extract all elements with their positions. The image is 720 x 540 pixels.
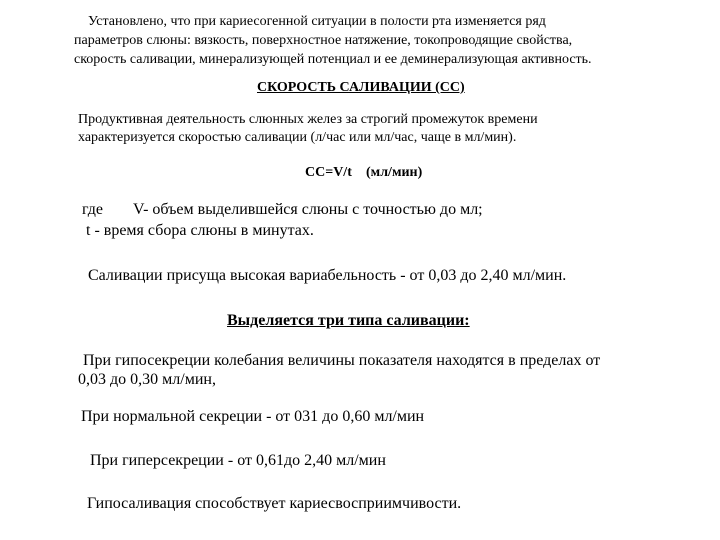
formula-expression: СС=V/t — [305, 165, 352, 180]
normal-secretion-text: При нормальной секреции - от 031 до 0,60 мл/мин — [81, 408, 425, 425]
conclusion-text: Гипосаливация способствует кариесвосприимчивости. — [87, 495, 462, 512]
section-title: СКОРОСТЬ САЛИВАЦИИ (СС) — [257, 80, 465, 95]
where-t-definition: t - время сбора слюны в минутах. — [86, 222, 314, 239]
where-v-definition: V- объем выделившейся слюны с точностью до мл; — [133, 201, 483, 218]
definition-line-1: Продуктивная деятельность слюнных желез за строгий промежуток времени — [78, 112, 538, 127]
hypersecretion-text: При гиперсекреции - от 0,61до 2,40 мл/мин — [90, 452, 386, 469]
formula-unit: (мл/мин) — [366, 165, 423, 180]
where-word: где — [82, 201, 104, 218]
hyposecretion-line-2: 0,03 до 0,30 мл/мин, — [78, 371, 216, 388]
types-title: Выделяется три типа саливации: — [227, 312, 470, 329]
variability-text: Саливации присуща высокая вариабельность - от 0,03 до 2,40 мл/мин. — [88, 267, 567, 284]
intro-line-3: скорость саливации, минерализующей потенциал и ее деминерализующая активность. — [74, 52, 592, 67]
definition-line-2: характеризуется скоростью саливации (л/час или мл/час, чаще в мл/мин). — [78, 130, 517, 145]
intro-line-1: Установлено, что при кариесогенной ситуации в полости рта изменяется ряд — [88, 14, 546, 29]
hyposecretion-line-1: При гипосекреции колебания величины показателя находятся в пределах от — [83, 352, 601, 369]
intro-line-2: параметров слюны: вязкость, поверхностное натяжение, токопроводящие свойства, — [74, 33, 573, 48]
